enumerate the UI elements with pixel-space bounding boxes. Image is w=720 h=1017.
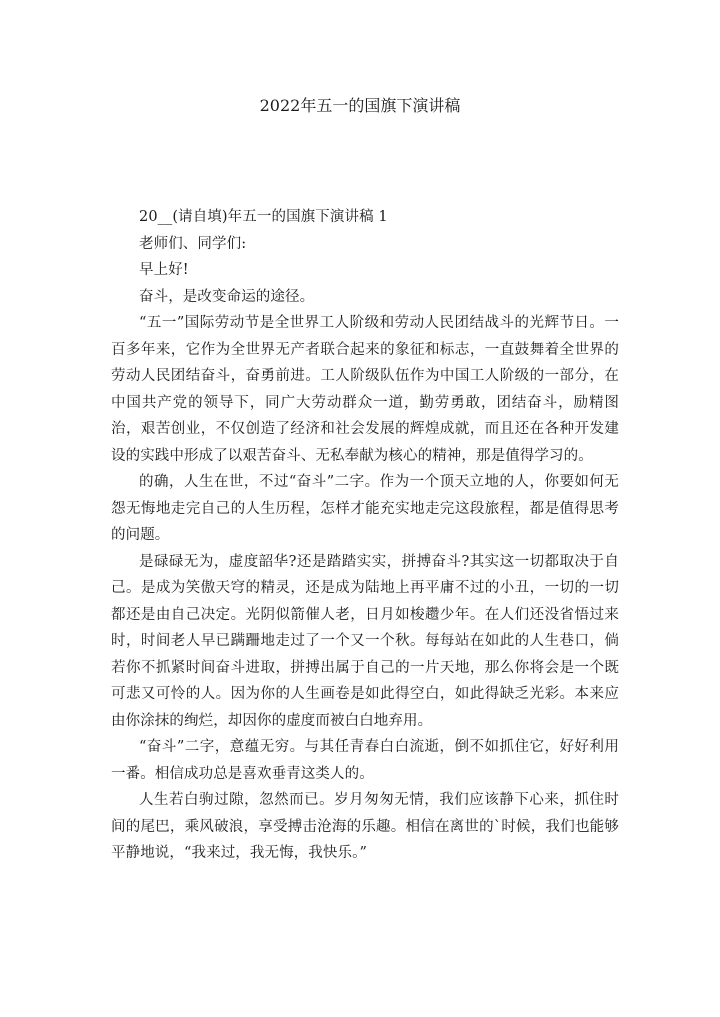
greeting: 早上好! [139, 262, 189, 278]
document-subtitle: 20__(请自填)年五一的国旗下演讲稿 1 [139, 209, 388, 225]
salutation: 老师们、同学们: [139, 235, 247, 252]
paragraph: 人生若白驹过隙，忽然而已。岁月匆匆无情，我们应该静下心来，抓住时间的尾巴，乘风破浪，享受搏击沧海的乐趣。相信在离世的`时候，我们也能够平静地说，“我来过，我无悔，我快乐。” [111, 792, 619, 861]
paragraph: “五一”国际劳动节是全世界工人阶级和劳动人民团结战斗的光辉节日。一百多年来，它作为全世界无产者联合起来的象征和标志，一直鼓舞着全世界的劳动人民团结奋斗，奋勇前进。工人阶级队伍作为中国工人阶级的一部分，在中国共产党的领导下，同广大劳动群众一道，勤劳勇敢，团结奋斗，励精图治，艰苦创业，不仅创造了经济和社会发展的辉煌成就，而且还在各种开发建设的实践中形成了以艰苦奋斗、无私奉献为核心的精神，那是值得学习的。 [111, 315, 619, 464]
document-body [111, 204, 619, 867]
paragraph: “奋斗”二字，意蕴无穷。与其任青春白白流逝，倒不如抓住它，好好利用一番。相信成功总是喜欢垂青这类人的。 [111, 739, 619, 782]
paragraph: 的确，人生在世，不过“奋斗”二字。作为一个顶天立地的人，你要如何无怨无悔地走完自己的人生历程，怎样才能充实地走完这段旅程，都是值得思考的问题。 [111, 474, 619, 543]
paragraph: 奋斗，是改变命运的途径。 [139, 288, 315, 305]
paragraph: 是碌碌无为，虚度韶华?还是踏踏实实，拼搏奋斗?其实这一切都取决于自己。是成为笑傲天穹的精灵，还是成为陆地上再平庸不过的小丑，一切的一切都还是由自己决定。光阴似箭催人老，日月如梭趱少年。在人们还没省悟过来时，时间老人早已蹒跚地走过了一个又一个秋。每每站在如此的人生巷口，倘若你不抓紧时间奋斗进取，拼搏出属于自己的一片天地，那么你将会是一个既可悲又可怜的人。因为你的人生画卷是如此得空白，如此得缺乏光彩。本来应由你涂抹的绚烂，却因你的虚度而被白白地弃用。 [111, 553, 619, 729]
document-title: 2022年五一的国旗下演讲稿 [259, 96, 461, 115]
